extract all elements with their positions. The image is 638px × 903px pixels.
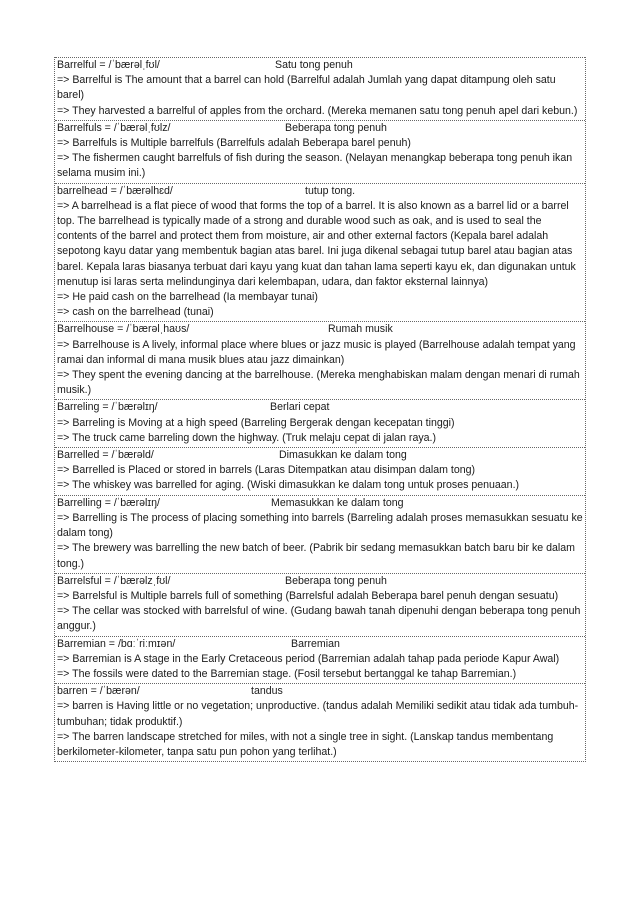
entry-heading bbox=[57, 322, 583, 337]
definition-line: => Barrelful is The amount that a barrel can hold (Barrelful adalah Jumlah yang dapat ditampung oleh satu barel) bbox=[57, 74, 556, 102]
entry-heading bbox=[57, 400, 583, 415]
headword-pronunciation: Barrelfuls = /ˈbærəlˌfʊlz/ bbox=[57, 121, 171, 134]
entry-heading bbox=[57, 684, 583, 699]
translation: Beberapa tong penuh bbox=[285, 121, 387, 134]
entry-heading bbox=[57, 184, 583, 199]
entry-heading bbox=[57, 496, 583, 511]
entry-4 bbox=[55, 321, 585, 399]
translation: Beberapa tong penuh bbox=[285, 574, 387, 587]
headword-pronunciation: Barrelhouse = /ˈbærəlˌhaʊs/ bbox=[57, 323, 190, 336]
example-line: => The brewery was barrelling the new batch of beer. (Pabrik bir sedang memasukkan batch baru bir ke dalam tong.) bbox=[57, 542, 575, 570]
entry-heading bbox=[57, 58, 583, 73]
example-line: => The barren landscape stretched for miles, with not a single tree in sight. (Lanskap tandus membentang berkilometer-kilometer, tanpa satu pun pohon yang terlihat.) bbox=[57, 730, 554, 758]
entry-heading bbox=[57, 637, 583, 652]
headword-pronunciation: Barrelful = /ˈbærəlˌfʊl/ bbox=[57, 59, 160, 71]
example-line: => cash on the barrelhead (tunai) bbox=[57, 306, 214, 319]
translation: Satu tong penuh bbox=[275, 59, 353, 71]
definition-line: => Barrelsful is Multiple barrels full of something (Barrelsful adalah Beberapa barel penuh dengan sesuatu) bbox=[57, 589, 559, 602]
dictionary-document bbox=[54, 57, 586, 762]
example-line: => He paid cash on the barrelhead (Ia membayar tunai) bbox=[57, 291, 318, 304]
translation: Berlari cepat bbox=[270, 401, 330, 414]
translation: tandus bbox=[251, 685, 283, 698]
example-line: => They harvested a barrelful of apples from the orchard. (Mereka memanen satu tong penuh apel dari kebun.) bbox=[57, 104, 578, 117]
definition-line: => Barreling is Moving at a high speed (Barreling Bergerak dengan kecepatan tinggi) bbox=[57, 416, 455, 429]
headword-pronunciation: Barrelled = /ˈbærəld/ bbox=[57, 449, 154, 462]
entry-heading bbox=[57, 574, 583, 589]
translation: Rumah musik bbox=[328, 323, 393, 336]
entry-6 bbox=[55, 447, 585, 495]
definition-line: => barren is Having little or no vegetation; unproductive. (tandus adalah Memiliki sedikit atau tidak ada tumbuh-tumbuhan; tidak produktif.) bbox=[57, 700, 579, 728]
entry-heading bbox=[57, 121, 583, 136]
definition-line: => Barrelfuls is Multiple barrelfuls (Barrelfuls adalah Beberapa barel penuh) bbox=[57, 137, 411, 150]
headword-pronunciation: barrelhead = /ˈbærəlhɛd/ bbox=[57, 184, 173, 197]
headword-pronunciation: barren = /ˈbærən/ bbox=[57, 685, 140, 698]
entry-heading bbox=[57, 448, 583, 463]
definition-line: => Barrelhouse is A lively, informal place where blues or jazz music is played (Barrelhouse adalah tempat yang ramai dan informal di mana musik blues atau jazz dimainkan) bbox=[57, 338, 576, 366]
example-line: => The whiskey was barrelled for aging. (Wiski dimasukkan ke dalam tong untuk proses penuaan.) bbox=[57, 479, 520, 492]
definition-line: => A barrelhead is a flat piece of wood that forms the top of a barrel. It is also known as a barrel lid or a barrel top. The barrelhead is typically made of a strong and durable wood such as oak, and is used to seal the contents of the barrel and protect them from moisture, air and other external factors (Kepala barel adalah sepotong kayu datar yang membentuk bagian atas barel. Ini juga dikenal sebagai tutup barel atau bagian atas barel. Kepala laras biasanya terbuat dari kayu yang kuat dan tahan lama seperti kayu ek, dan digunakan untuk menutup isi laras serta melindunginya dari kelembapan, udara, dan faktor eksternal lainnya) bbox=[57, 199, 576, 288]
translation: Barremian bbox=[291, 637, 340, 650]
headword-pronunciation: Barreling = /ˈbærəlɪŋ/ bbox=[57, 401, 158, 414]
headword-pronunciation: Barrelsful = /ˈbærəlzˌfʊl/ bbox=[57, 574, 171, 587]
entry-3 bbox=[55, 183, 585, 322]
definition-line: => Barremian is A stage in the Early Cretaceous period (Barremian adalah tahap pada periode Kapur Awal) bbox=[57, 652, 560, 665]
example-line: => The fossils were dated to the Barremian stage. (Fosil tersebut bertanggal ke tahap Barremian.) bbox=[57, 667, 517, 680]
definition-line: => Barrelling is The process of placing something into barrels (Barreling adalah proses memasukkan sesuatu ke dalam tong) bbox=[57, 511, 583, 540]
translation: Memasukkan ke dalam tong bbox=[271, 496, 404, 509]
translation: Dimasukkan ke dalam tong bbox=[279, 449, 407, 462]
headword-pronunciation: Barrelling = /ˈbærəlɪŋ/ bbox=[57, 496, 160, 509]
definition-line: => Barrelled is Placed or stored in barrels (Laras Ditempatkan atau disimpan dalam tong) bbox=[57, 464, 476, 477]
entry-9 bbox=[55, 636, 585, 684]
entry-8 bbox=[55, 573, 585, 636]
entry-7 bbox=[55, 495, 585, 573]
entry-1 bbox=[55, 57, 585, 120]
example-line: => The fishermen caught barrelfuls of fish during the season. (Nelayan menangkap beberapa tong penuh ikan selama musim ini.) bbox=[57, 152, 573, 180]
translation: tutup tong. bbox=[305, 184, 356, 197]
headword-pronunciation: Barremian = /bɑːˈriːmɪən/ bbox=[57, 637, 176, 650]
entry-2 bbox=[55, 120, 585, 183]
example-line: => The cellar was stocked with barrelsful of wine. (Gudang bawah tanah dipenuhi dengan beberapa tong penuh anggur.) bbox=[57, 605, 581, 633]
entry-10 bbox=[55, 683, 585, 761]
example-line: => The truck came barreling down the highway. (Truk melaju cepat di jalan raya.) bbox=[57, 431, 437, 444]
entry-5 bbox=[55, 399, 585, 447]
example-line: => They spent the evening dancing at the barrelhouse. (Mereka menghabiskan malam dengan menari di rumah musik.) bbox=[57, 369, 580, 397]
